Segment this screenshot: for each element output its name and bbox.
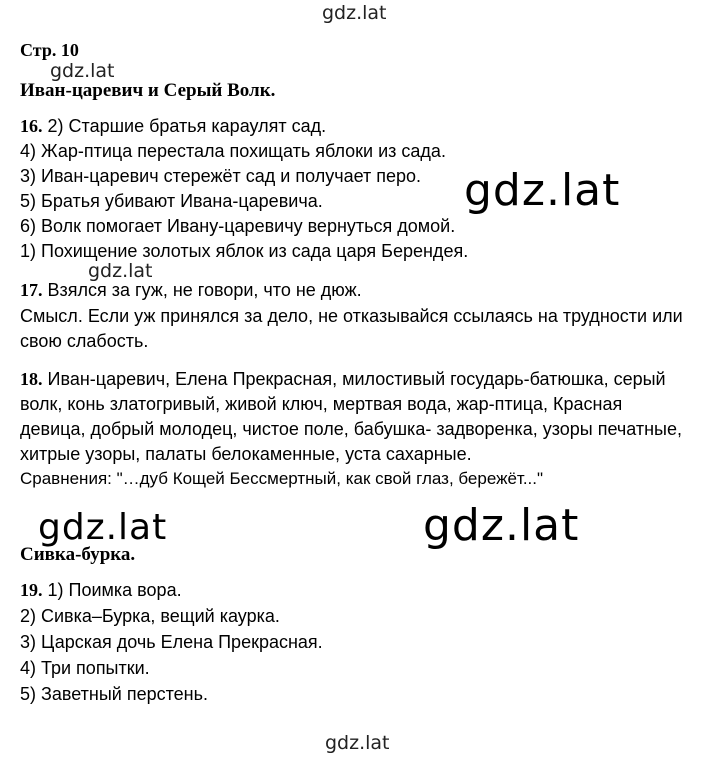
q19-line-5: 5) Заветный перстень. (20, 684, 208, 704)
q16-line-3: 3) Иван-царевич стережёт сад и получает перо. (20, 166, 422, 186)
q16-line-2: 4) Жар-птица перестала похищать яблоки из сада. (20, 141, 446, 161)
section-title-ivan: Иван-царевич и Серый Волк. (20, 80, 276, 101)
q16-line-4: 5) Братья убивают Ивана-царевича. (20, 191, 323, 211)
q18-comparison: Сравнения: "…дуб Кощей Бессмертный, как свой глаз, бережёт..." (20, 469, 544, 488)
q19-line-2: 2) Сивка–Бурка, вещий каурка. (20, 606, 280, 626)
q16-line-5: 6) Волк помогает Ивану-царевичу вернуться домой. (20, 216, 456, 236)
section-title-sivka: Сивка-бурка. (20, 544, 136, 565)
q19-line-1: 19. 1) Поимка вора. (20, 580, 182, 600)
q18-number: 18. (20, 369, 43, 389)
q17-meaning-line-2: свою слабость. (20, 331, 149, 351)
watermark-left-big: gdz.lat (38, 507, 168, 548)
q17-number: 17. (20, 280, 43, 300)
q18-line-1: 18. Иван-царевич, Елена Прекрасная, милостивый государь-батюшка, серый (20, 369, 666, 389)
q16-line-1: 16. 2) Старшие братья караулят сад. (20, 116, 327, 136)
q16-line-6: 1) Похищение золотых яблок из сада царя Берендея. (20, 241, 469, 261)
q17-meaning-line-1: Смысл. Если уж принялся за дело, не отказывайся ссылаясь на трудности или (20, 306, 683, 326)
q19-number: 19. (20, 580, 43, 600)
page-label: Стр. 10 (20, 40, 79, 60)
watermark-center-big: gdz.lat (423, 500, 580, 551)
q18-line-2: волк, конь златогривый, живой ключ, мертвая вода, жар-птица, Красная (20, 394, 623, 414)
q19-line-4: 4) Три попытки. (20, 658, 150, 678)
watermark-bottom: gdz.lat (325, 732, 390, 754)
watermark-right-mid: gdz.lat (464, 165, 621, 216)
watermark-before-17: gdz.lat (88, 260, 153, 282)
watermark-top: gdz.lat (322, 2, 387, 24)
q18-line-4: хитрые узоры, палаты белокаменные, уста сахарные. (20, 444, 472, 464)
q17-proverb-line: 17. Взялся за гуж, не говори, что не дюж. (20, 280, 362, 300)
watermark-under-page: gdz.lat (50, 60, 115, 82)
q18-line-3: девица, добрый молодец, чистое поле, бабушка- задворенка, узоры печатные, (20, 419, 683, 439)
q16-number: 16. (20, 116, 43, 136)
q19-line-3: 3) Царская дочь Елена Прекрасная. (20, 632, 323, 652)
